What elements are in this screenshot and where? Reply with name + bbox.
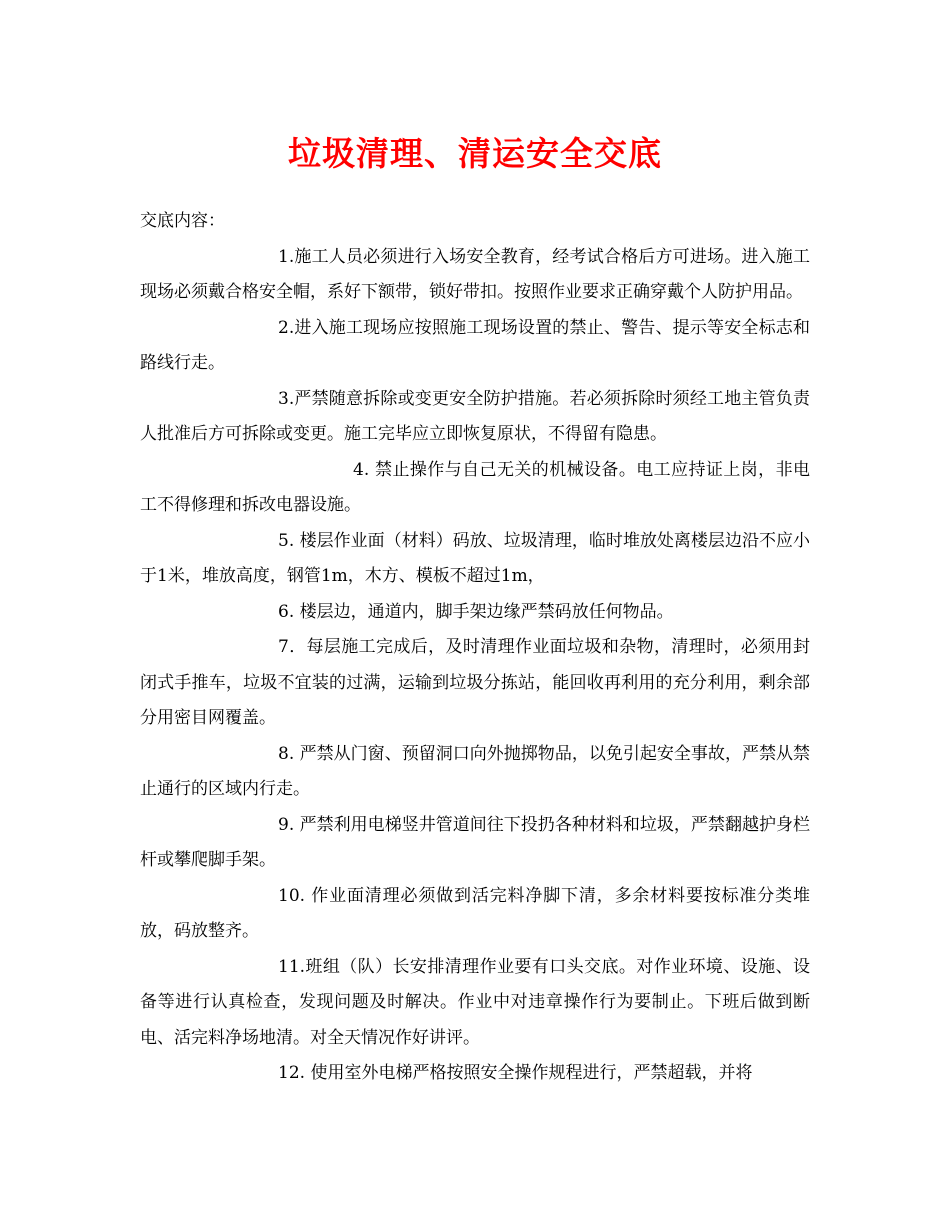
paragraph-6: 6. 楼层边，通道内，脚手架边缘严禁码放任何物品。: [278, 601, 674, 622]
paragraph-2: 2.进入施工现场应按照施工现场设置的禁止、警告、提示等安全标志和路线行走。: [140, 317, 810, 373]
paragraph-10: 10. 作业面清理必须做到活完料净脚下清，多余材料要按标准分类堆放，码放整齐。: [140, 885, 810, 941]
paragraph-9: 9. 严禁利用电梯竖井管道间往下投扔各种材料和垃圾，严禁翻越护身栏杆或攀爬脚手架。: [140, 814, 810, 870]
paragraph-5: 5. 楼层作业面（材料）码放、垃圾清理，临时堆放处离楼层边沿不应小于1米，堆放高度，钢管1m，木方、模板不超过1m，: [140, 530, 810, 586]
document-title: 垃圾清理、清运安全交底: [288, 134, 662, 173]
paragraph-3: 3.严禁随意拆除或变更安全防护措施。若必须拆除时须经工地主管负责人批准后方可拆除或变更。施工完毕应立即恢复原状，不得留有隐患。: [140, 388, 810, 444]
intro-label: 交底内容：: [140, 211, 225, 231]
paragraph-12: 12. 使用室外电梯严格按照安全操作规程进行，严禁超载，并将: [278, 1063, 753, 1083]
paragraph-4: 4. 禁止操作与自己无关的机械设备。电工应持证上岗，非电工不得修理和拆改电器设施。: [140, 459, 810, 515]
paragraph-8: 8. 严禁从门窗、预留洞口向外抛掷物品，以免引起安全事故，严禁从禁止通行的区域内行走。: [140, 743, 810, 799]
paragraph-7: 7．每层施工完成后，及时清理作业面垃圾和杂物，清理时，必须用封闭式手推车，垃圾不宜装的过满，运输到垃圾分拣站，能回收再利用的充分利用，剩余部分用密目网覆盖。: [140, 637, 810, 728]
document-body: [140, 204, 810, 1092]
paragraph-11: 11.班组（队）长安排清理作业要有口头交底。对作业环境、设施、设备等进行认真检查，发现问题及时解决。作业中对违章操作行为要制止。下班后做到断电、活完料净场地清。对全天情况作好讲评。: [140, 956, 810, 1048]
paragraph-1: 1.施工人员必须进行入场安全教育，经考试合格后方可进场。进入施工现场必须戴合格安全帽，系好下额带，锁好带扣。按照作业要求正确穿戴个人防护用品。: [140, 246, 810, 302]
